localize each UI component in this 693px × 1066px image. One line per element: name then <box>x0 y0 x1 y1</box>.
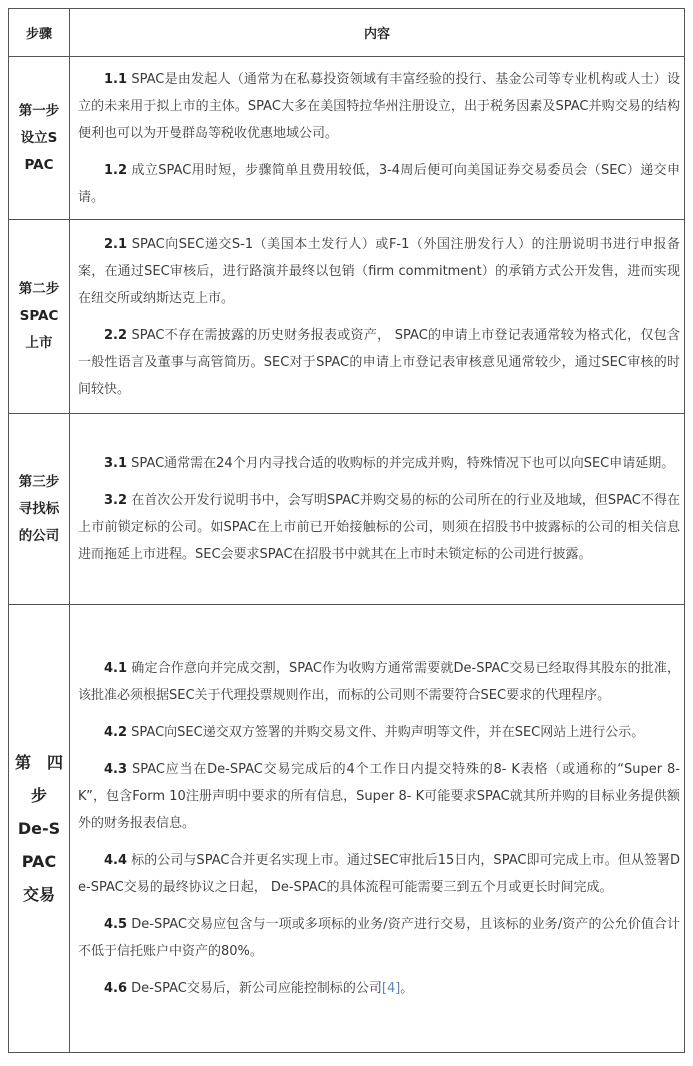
content-paragraph <box>78 847 680 901</box>
step-cell <box>9 57 70 220</box>
table-header-row <box>9 9 685 57</box>
content-paragraph <box>78 231 680 312</box>
clause-text: De-SPAC交易后，新公司应能控制标的公司 <box>127 981 382 996</box>
content-paragraph <box>78 322 680 403</box>
clause-text-tail: 。 <box>400 981 414 996</box>
clause-number: 2.2 <box>104 327 128 343</box>
table-row <box>9 57 685 220</box>
content-cell <box>70 57 685 220</box>
clause-text: SPAC不存在需披露的历史财务报表或资产， SPAC的申请上市登记表通常较为格式化，仅包含一般性语言及董事与高管简历。SEC对于SPAC的申请上市登记表审核意见通常较少，通过SEC审核的时间较快。 <box>78 327 680 397</box>
step-cell <box>9 220 70 414</box>
clause-number: 4.6 <box>104 981 128 996</box>
clause-text: 标的公司与SPAC合并更名实现上市。通过SEC审批后15日内，SPAC即可完成上市。但从签署De-SPAC交易的最终协议之日起， De-SPAC的具体流程可能需要三到五个月或更长时间完成。 <box>78 853 680 895</box>
content-paragraph <box>78 975 680 1002</box>
table-row <box>9 220 685 414</box>
clause-text: De-SPAC交易应包含与一项或多项标的业务/资产进行交易，且该标的业务/资产的公允价值合计不低于信托账户中资产的80%。 <box>78 917 680 959</box>
step-cell <box>9 414 70 605</box>
step-label-line: PAC <box>21 852 57 871</box>
step-cell <box>9 605 70 1053</box>
content-paragraph <box>78 157 680 211</box>
clause-text: SPAC是由发起人（通常为在私募投资领域有丰富经验的投行、基金公司等专业机构或人士）设立的未来用于拟上市的主体。SPAC大多在美国特拉华州注册设立，出于税务因素及SPAC并购交易的结构便利也可以为开曼群岛等税收优惠地域公司。 <box>78 71 680 141</box>
table-row <box>9 414 685 605</box>
clause-text: SPAC向SEC递交S-1（美国本土发行人）或F-1（外国注册发行人）的注册说明书进行申报备案，在通过SEC审核后，进行路演并最终以包销（firm commitment）的承销方式公开发售，进而实现在纽交所或纳斯达克上市。 <box>78 236 680 306</box>
content-paragraph <box>78 66 680 147</box>
clause-number: 3.2 <box>104 493 128 508</box>
content-paragraph <box>78 487 680 568</box>
clause-number: 4.3 <box>104 762 128 777</box>
step-label-line: 第 四 <box>14 753 63 772</box>
clause-text: 确定合作意向并完成交割，SPAC作为收购方通常需要就De-SPAC交易已经取得其股东的批准，该批准必须根据SEC关于代理投票规则作出，而标的公司则不需要符合SEC要求的代理程序。 <box>78 661 680 703</box>
content-paragraph <box>78 450 680 477</box>
step-label-line: 第二步 <box>18 281 60 297</box>
step-label-line: PAC <box>24 156 54 173</box>
table-row <box>9 605 685 1053</box>
step-label-line: SPAC <box>19 308 59 324</box>
header-step: 步骤 <box>9 9 70 57</box>
content-paragraph <box>78 719 680 746</box>
clause-text: SPAC通常需在24个月内寻找合适的收购标的并完成并购，特殊情况下也可以向SEC申请延期。 <box>127 456 675 471</box>
content-cell <box>70 605 685 1053</box>
step-label-line: De-S <box>17 819 61 838</box>
clause-number: 4.2 <box>104 725 128 740</box>
step-label-line: 第三步 <box>18 473 60 490</box>
content-paragraph <box>78 911 680 965</box>
header-content: 内容 <box>70 9 685 57</box>
content-paragraph <box>78 655 680 709</box>
clause-number: 3.1 <box>104 456 128 471</box>
step-label-line: 交易 <box>22 885 55 904</box>
clause-number: 2.1 <box>104 236 128 252</box>
clause-number: 1.1 <box>104 71 128 87</box>
spac-steps-table <box>8 8 685 1053</box>
reference-link[interactable]: [4] <box>381 981 401 996</box>
content-cell <box>70 414 685 605</box>
clause-text: SPAC向SEC递交双方签署的并购交易文件、并购声明等文件，并在SEC网站上进行公示。 <box>127 725 645 740</box>
clause-text: 在首次公开发行说明书中，会写明SPAC并购交易的标的公司所在的行业及地域，但SPAC不得在上市前锁定标的公司。如SPAC在上市前已开始接触标的公司，则须在招股书中披露标的公司的相关信息进而拖延上市进程。SEC会要求SPAC在招股书中就其在上市时未锁定标的公司进行披露。 <box>78 493 680 562</box>
step-label-line: 寻找标 <box>18 500 60 517</box>
content-paragraph <box>78 756 680 837</box>
step-label-line: 的公司 <box>18 527 60 544</box>
step-label-line: 步 <box>30 786 47 805</box>
step-label-line: 上市 <box>25 335 53 351</box>
clause-number: 1.2 <box>104 162 128 178</box>
clause-number: 4.4 <box>104 853 128 868</box>
clause-number: 4.5 <box>104 917 128 932</box>
clause-number: 4.1 <box>104 661 128 676</box>
content-cell <box>70 220 685 414</box>
step-label-line: 第一步 <box>18 102 60 119</box>
clause-text: SPAC应当在De-SPAC交易完成后的4个工作日内提交特殊的8- K表格（或通称的“Super 8- K”，包含Form 10注册声明中要求的所有信息，Super 8- K可能要求SPAC就其所并购的目标业务提供额外的财务报表信息。 <box>78 762 680 831</box>
clause-text: 成立SPAC用时短，步骤简单且费用较低，3-4周后便可向美国证券交易委员会（SEC）递交申请。 <box>78 162 680 205</box>
step-label-line: 设立S <box>20 129 58 146</box>
